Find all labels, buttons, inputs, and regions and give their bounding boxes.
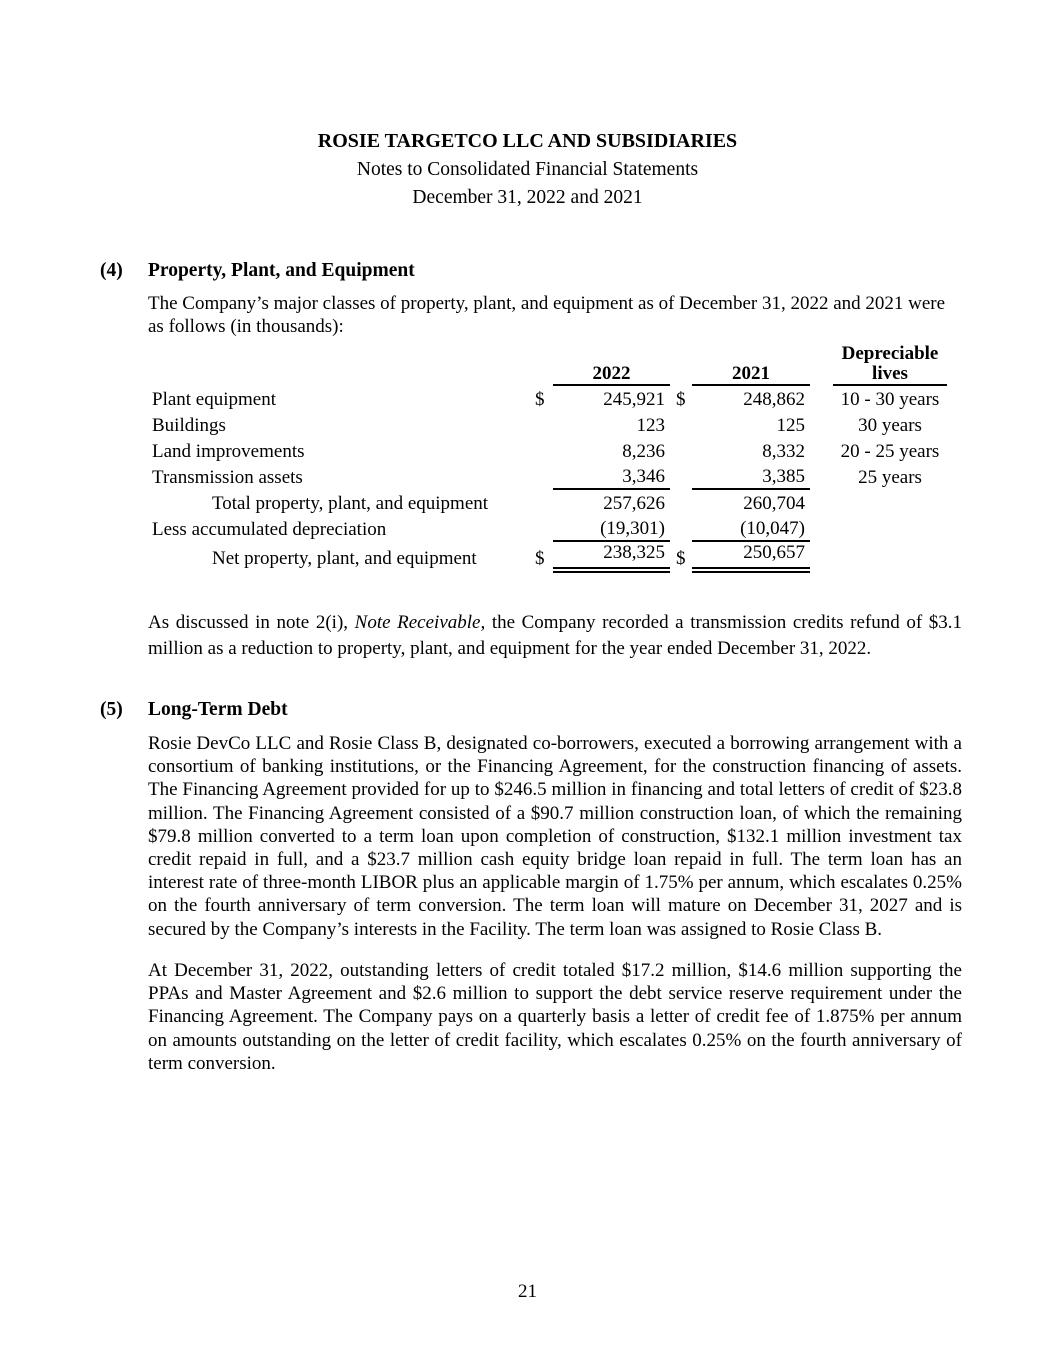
section4-heading	[100, 259, 962, 282]
column-header-2022: 2022	[553, 341, 670, 385]
value-2022: (19,301)	[553, 515, 670, 541]
section5-number: (5)	[100, 699, 123, 720]
depreciable-lives: 25 years	[858, 467, 922, 488]
column-header-2021: 2021	[692, 341, 810, 385]
currency-symbol: $	[535, 389, 545, 410]
row-label: Total property, plant, and equipment	[212, 493, 489, 514]
section4-number: (4)	[100, 260, 123, 281]
note-text-after: the Company recorded a transmission credits refund of $3.1 million as a reduction to property, plant, and equipment for the year ended December 31, 2022.	[148, 612, 962, 659]
value-2021: (10,047)	[692, 515, 810, 541]
value-2022: 8,236	[622, 441, 665, 462]
document-date-line: December 31, 2022 and 2021	[412, 187, 643, 208]
row-label: Plant equipment	[152, 389, 277, 410]
section5-paragraph-1: Rosie DevCo LLC and Rosie Class B, designated co-borrowers, executed a borrowing arrangement with a consortium of banking institutions, or the Financing Agreement, for the construction financing of assets. The Financing Agreement provided for up to $246.5 million in financing and total letters of credit of $23.8 million. The Financing Agreement consisted of a $90.7 million construction loan, of which the remaining $79.8 million converted to a term loan upon completion of construction, $132.1 million investment tax credit repaid in full, and a $23.7 million cash equity bridge loan repaid in full. The term loan has an interest rate of three-month LIBOR plus an applicable margin of 1.75% per annum, which escalates 0.25% on the fourth anniversary of term conversion. The term loan will mature on December 31, 2027 and is secured by the Company’s interests in the Facility. The term loan was assigned to Rosie Class B.	[148, 733, 962, 940]
depreciable-lives: 10 - 30 years	[840, 389, 940, 410]
row-label: Buildings	[152, 415, 226, 436]
value-2021: 250,657	[692, 541, 810, 570]
document-header	[0, 127, 1055, 213]
row-label: Net property, plant, and equipment	[212, 548, 477, 569]
section4-note	[148, 610, 962, 661]
table-row-total-ppe	[152, 489, 947, 515]
value-2022: 245,921	[603, 389, 665, 410]
row-label: Land improvements	[152, 441, 305, 462]
row-label: Less accumulated depreciation	[152, 519, 387, 540]
table-row-net-ppe	[152, 541, 947, 570]
currency-symbol: $	[676, 548, 686, 569]
currency-symbol: $	[535, 548, 545, 569]
table-header-row	[152, 341, 947, 385]
section5-title: Long-Term Debt	[148, 699, 288, 720]
table-row-less-accumulated-depreciation	[152, 515, 947, 541]
section4-intro: The Company’s major classes of property, plant, and equipment as of December 31, 2022 and 2021 were as follows (in thousands):	[148, 293, 946, 338]
table-row-buildings	[152, 411, 947, 437]
note-text-before: As discussed in note 2(i),	[148, 612, 355, 633]
table-row-plant-equipment	[152, 385, 947, 411]
note-text-italic: Note Receivable,	[354, 612, 486, 633]
document-subtitle: Notes to Consolidated Financial Statements	[356, 158, 699, 180]
table-row-transmission-assets	[152, 463, 947, 489]
value-2021: 125	[776, 415, 805, 436]
value-2021: 248,862	[743, 389, 805, 410]
value-2022: 123	[636, 415, 665, 436]
section4-title: Property, Plant, and Equipment	[148, 260, 415, 281]
value-2022: 257,626	[603, 493, 665, 514]
value-2022: 3,346	[553, 463, 670, 489]
value-2021: 3,385	[692, 463, 810, 489]
company-title: ROSIE TARGETCO LLC AND SUBSIDIARIES	[317, 130, 738, 152]
value-2021: 8,332	[762, 441, 805, 462]
value-2022: 238,325	[553, 541, 670, 570]
ppe-table	[152, 341, 947, 573]
depreciable-lives: 30 years	[858, 415, 922, 436]
row-label: Transmission assets	[152, 467, 303, 488]
column-header-lives: Depreciable lives	[833, 341, 947, 385]
page-number: 21	[518, 1281, 537, 1302]
value-2021: 260,704	[743, 493, 805, 514]
section5-heading	[100, 698, 962, 721]
depreciable-lives: 20 - 25 years	[840, 441, 940, 462]
currency-symbol: $	[676, 389, 686, 410]
section5-paragraph-2: At December 31, 2022, outstanding letters of credit totaled $17.2 million, $14.6 million supporting the PPAs and Master Agreement and $2.6 million to support the debt service reserve requirement under the Financing Agreement. The Company pays on a quarterly basis a letter of credit fee of 1.875% per annum on amounts outstanding on the letter of credit facility, which escalates 0.25% on the fourth anniversary of term conversion.	[148, 960, 962, 1074]
table-row-land-improvements	[152, 437, 947, 463]
